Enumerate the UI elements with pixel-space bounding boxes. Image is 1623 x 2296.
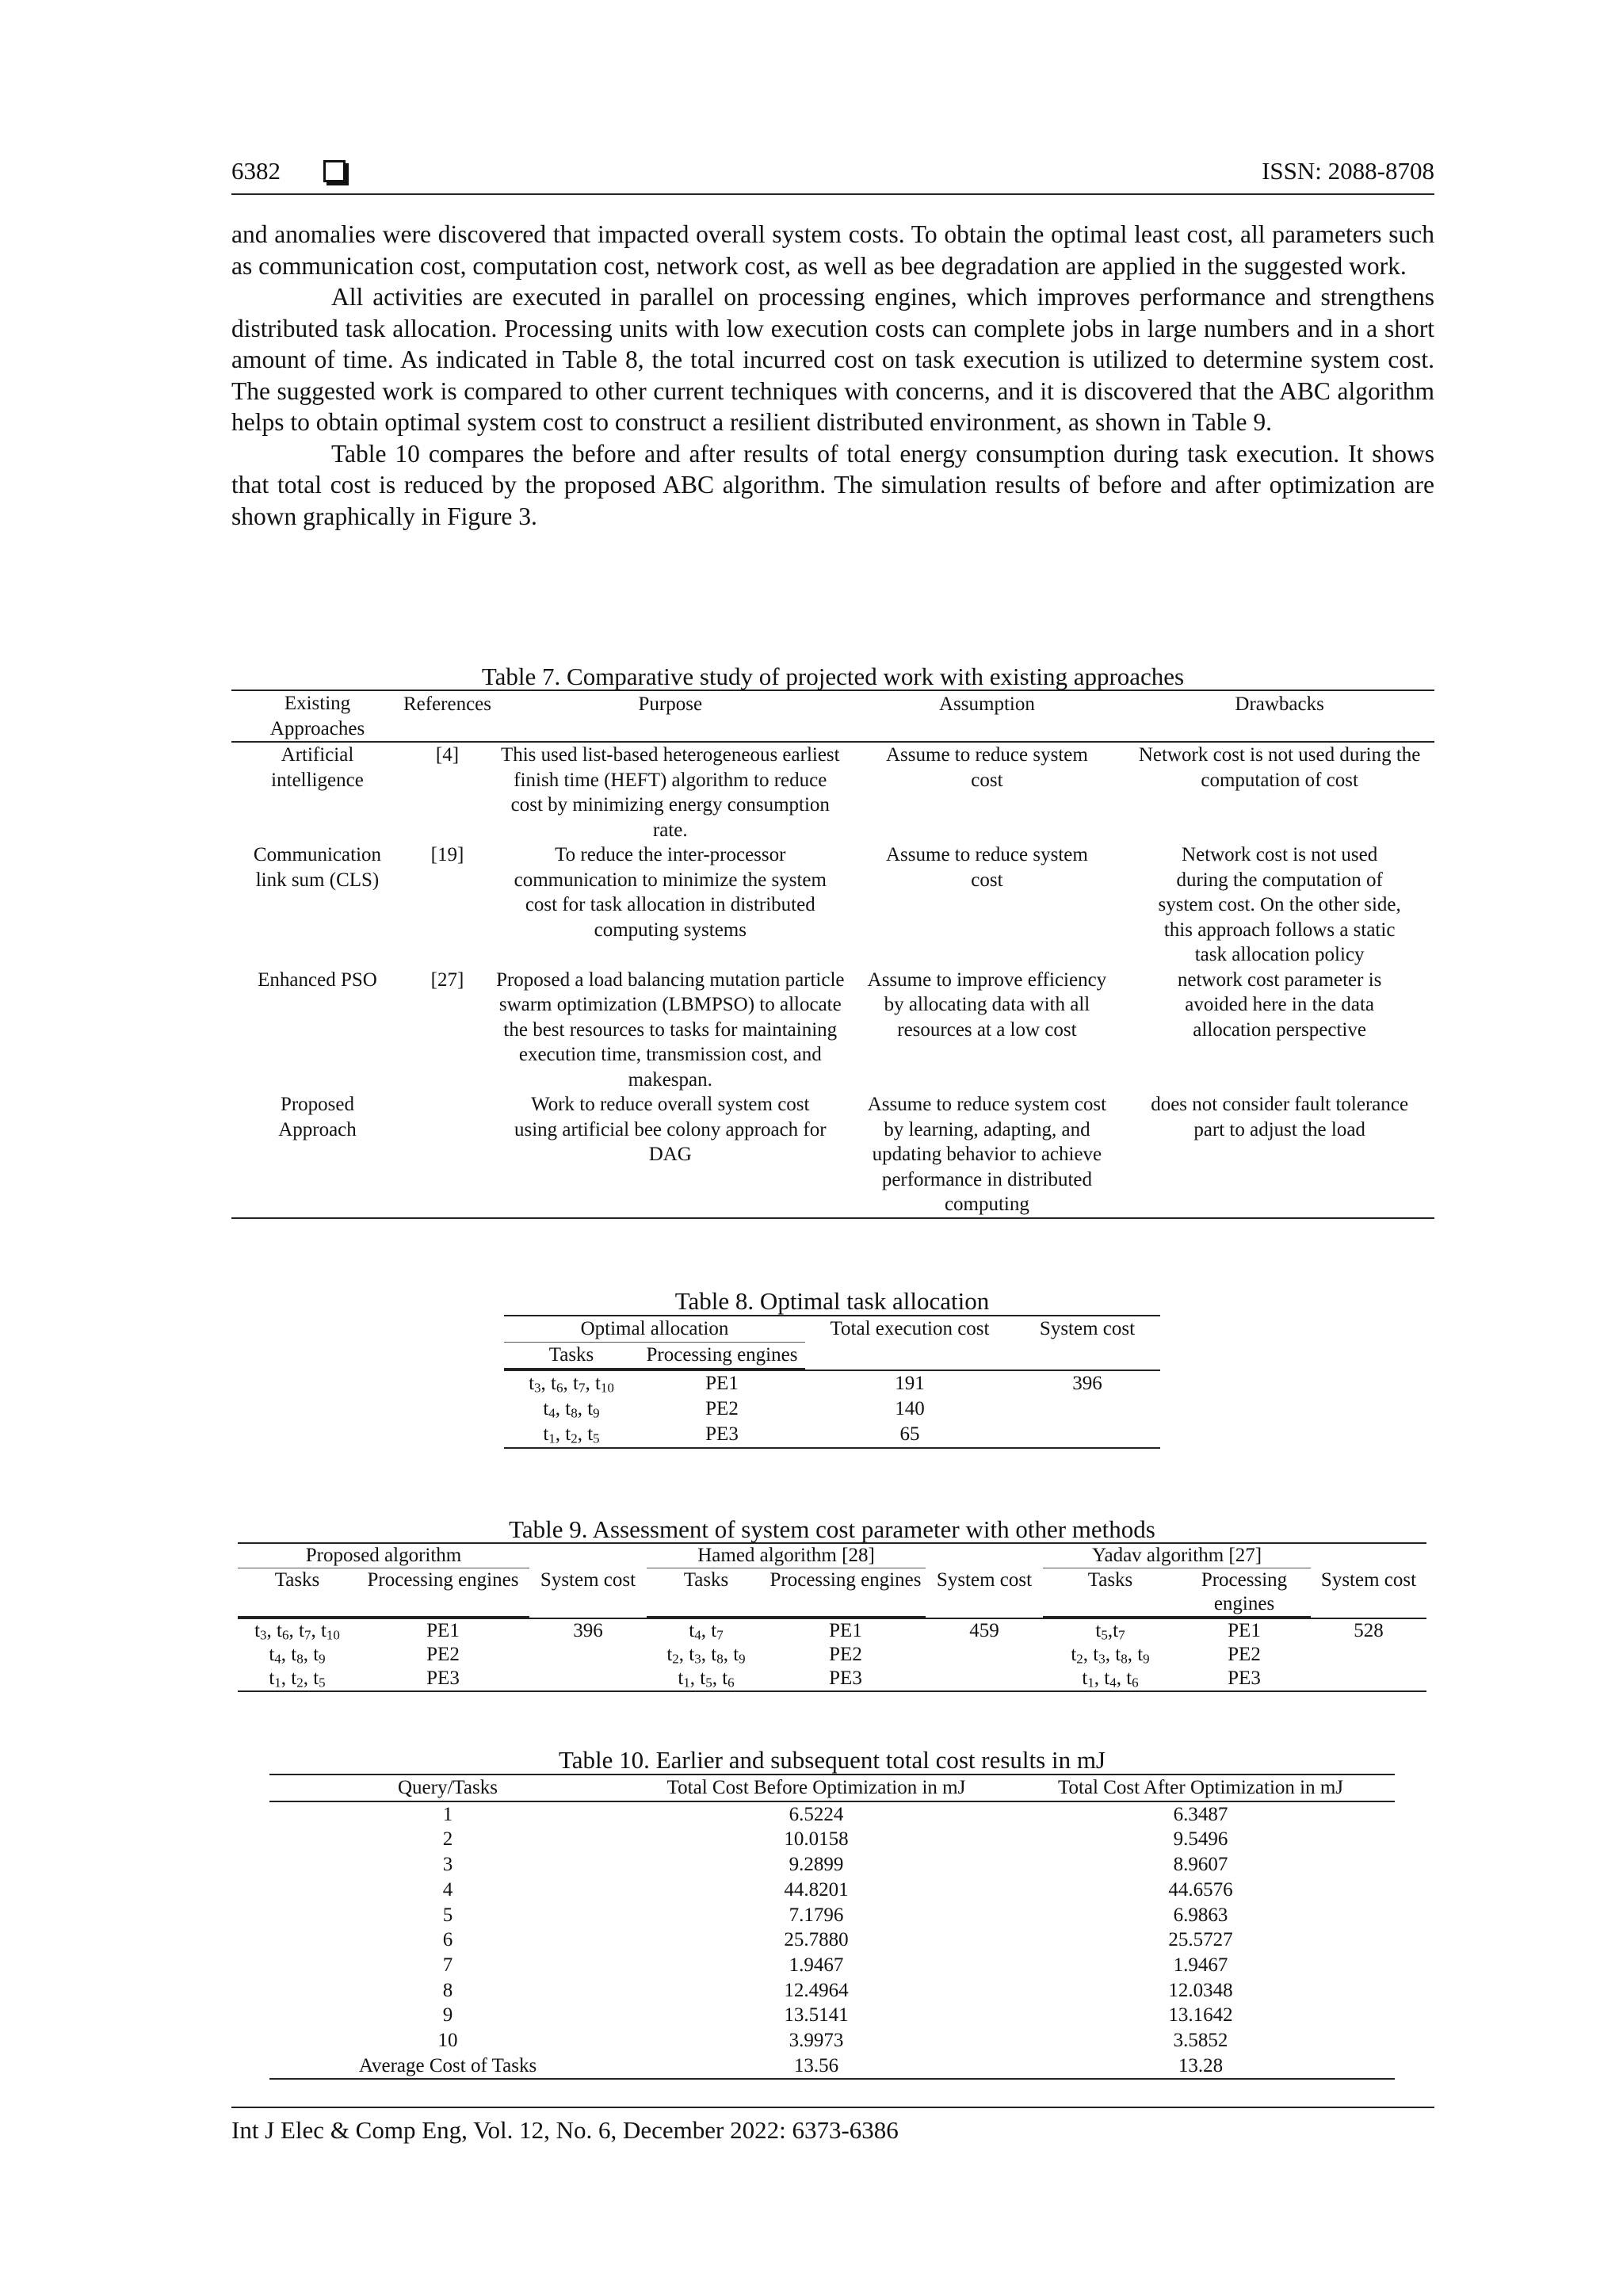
table-cell: PE1: [829, 1620, 862, 1641]
table9-header: Tasks: [1043, 1568, 1178, 1618]
table-cell: Network cost is not used during the computation of cost: [1138, 744, 1421, 791]
table-cell: [1014, 1422, 1160, 1448]
table-cell: Enhanced PSO: [258, 968, 377, 991]
table-cell: [19]: [430, 844, 464, 865]
table8-header: Tasks: [504, 1343, 639, 1370]
table-cell: [926, 1667, 1043, 1691]
table-cell: 396: [573, 1620, 603, 1641]
table9-header: System cost: [1311, 1543, 1426, 1617]
table-cell: [926, 1643, 1043, 1667]
paragraph: and anomalies were discovered that impacted overall system costs. To obtain the optimal least cost, all parameters such as communication cost, computation cost, network cost, as well as bee degradation are applied in the suggested work.: [231, 220, 1434, 280]
table9-header: System cost: [529, 1543, 647, 1617]
table9: [238, 1542, 1426, 1692]
table-row: [269, 1852, 1395, 1878]
table-cell: [529, 1667, 647, 1691]
table-cell: 6.5224: [789, 1803, 844, 1825]
table-cell: 6: [442, 1929, 453, 1951]
table9-group-yadav: Yadav algorithm [27]: [1043, 1543, 1311, 1568]
table-cell: Assume to improve efficiency by allocating data with all resources at a low cost: [867, 968, 1107, 1041]
table9-caption: Table 9. Assessment of system cost parameter with other methods: [509, 1515, 1155, 1543]
table-cell: 459: [969, 1620, 999, 1641]
table-cell: does not consider fault tolerance part to adjust the load: [1125, 1092, 1434, 1218]
table-cell: 13.28: [1006, 2053, 1395, 2080]
table-row: [269, 2003, 1395, 2028]
table-cell: $t_3$, $t_6$, $t_7$, $t_{10}$: [254, 1620, 340, 1643]
table-row: [504, 1422, 1160, 1448]
table7-header: References: [403, 690, 491, 742]
table-cell: $t_5,t_7$: [1095, 1620, 1125, 1643]
table-cell: 5: [442, 1904, 453, 1926]
table-cell: 1.9467: [1173, 1954, 1228, 1976]
table-cell: [27]: [430, 968, 464, 991]
table-cell: PE2: [1228, 1644, 1261, 1665]
table-cell: PE3: [766, 1667, 926, 1691]
table-cell: Communication link sum (CLS): [253, 844, 382, 891]
table-cell: 25.7880: [784, 1929, 849, 1951]
table-row: [238, 1667, 1426, 1691]
table-row: [269, 1978, 1395, 2004]
table-cell: To reduce the inter-processor communication to minimize the system cost for task allocation in distributed computing systems: [514, 844, 827, 941]
table9-header: Processing engines: [766, 1568, 926, 1618]
table-cell: 44.8201: [784, 1878, 849, 1901]
table-cell: 8: [442, 1979, 453, 2001]
table-cell: 9.2899: [789, 1854, 844, 1876]
table-cell: Assume to reduce system cost by learning, adapting, and updating behavior to achieve performance in distributed computing: [850, 1092, 1125, 1218]
table-cell: 3.5852: [1173, 2030, 1228, 2052]
table-cell: 12.4964: [784, 1979, 849, 2001]
table-cell: 2: [442, 1828, 453, 1851]
table-row: [504, 1396, 1160, 1422]
table7-header: Existing Approaches: [231, 690, 403, 742]
table-cell: 13.1642: [1168, 2004, 1233, 2027]
table-row: [231, 842, 1434, 968]
table-cell: $t_2$, $t_3$, $t_8$, $t_9$: [666, 1644, 746, 1667]
table10-caption: Table 10. Earlier and subsequent total cost results in mJ: [558, 1746, 1106, 1774]
table-cell: Artificial intelligence: [271, 744, 364, 791]
table-cell: PE1: [1228, 1620, 1261, 1641]
table-cell: 44.6576: [1168, 1878, 1233, 1901]
table-cell: [1014, 1396, 1160, 1422]
table7-header: Assumption: [850, 690, 1125, 742]
table10-header: Query/Tasks: [269, 1775, 626, 1801]
table-cell: 4: [442, 1878, 453, 1901]
table-cell: PE1: [705, 1373, 739, 1394]
table-cell: [403, 1092, 491, 1218]
table-cell: Proposed Approach: [231, 1092, 403, 1218]
table-cell: $t_3$, $t_6$, $t_7$, $t_{10}$: [529, 1373, 614, 1396]
table-cell: 6.9863: [1173, 1904, 1228, 1926]
table9-group-hamed: Hamed algorithm [28]: [647, 1543, 926, 1568]
table-cell: Assume to reduce system cost: [886, 844, 1088, 891]
table-cell: Network cost is not used during the computation of system cost. On the other side, this approach follows a static task allocation policy: [1158, 844, 1401, 965]
table-cell: 65: [805, 1422, 1014, 1448]
table-cell: $t_4$, $t_8$, $t_9$: [269, 1644, 326, 1667]
table-cell: PE1: [426, 1620, 460, 1641]
page-header: [231, 155, 1434, 195]
table-row: [269, 1953, 1395, 1978]
table-row: [269, 2053, 1395, 2080]
table-cell: network cost parameter is avoided here in the data allocation perspective: [1177, 968, 1382, 1041]
table-cell: Average Cost of Tasks: [269, 2053, 626, 2080]
table9-group-proposed: Proposed algorithm: [238, 1543, 529, 1568]
table-cell: $t_1$, $t_2$, $t_5$: [238, 1667, 357, 1691]
table-cell: [529, 1643, 647, 1667]
table-cell: 396: [1072, 1373, 1102, 1394]
table8-header: Processing engines: [639, 1343, 805, 1370]
table9-header: Tasks: [647, 1568, 766, 1618]
table-row: [269, 1827, 1395, 1852]
table-row: [231, 1092, 1434, 1218]
table-cell: [1311, 1667, 1426, 1691]
table-cell: $t_1$, $t_2$, $t_5$: [504, 1422, 639, 1448]
table-cell: 13.56: [626, 2053, 1006, 2080]
table-cell: $t_4$, $t_8$, $t_9$: [543, 1398, 600, 1421]
table7-header: Drawbacks: [1125, 690, 1434, 742]
table-cell: 7: [442, 1954, 453, 1976]
table7: [231, 690, 1434, 1219]
table-cell: 9: [442, 2004, 453, 2027]
page-number: 6382: [231, 157, 281, 185]
table-cell: 6.3487: [1173, 1803, 1228, 1825]
table-cell: 12.0348: [1168, 1979, 1233, 2001]
table-cell: 3.9973: [789, 2030, 844, 2052]
table-cell: PE3: [639, 1422, 805, 1448]
table-cell: [4]: [435, 744, 460, 766]
table8-header: Total execution cost: [805, 1316, 1014, 1369]
table-cell: $t_1$, $t_4$, $t_6$: [1043, 1667, 1178, 1691]
table8-header: System cost: [1014, 1316, 1160, 1369]
table-cell: 7.1796: [789, 1904, 844, 1926]
table10-header: Total Cost Before Optimization in mJ: [626, 1775, 1006, 1801]
table-cell: 191: [895, 1373, 925, 1394]
table9-header: Processing engines: [357, 1568, 529, 1618]
table-cell: PE2: [829, 1644, 862, 1665]
table9-header: System cost: [926, 1543, 1043, 1617]
table-cell: Assume to reduce system cost: [886, 744, 1088, 791]
table-row: [269, 2028, 1395, 2053]
table-cell: 13.5141: [784, 2004, 849, 2027]
footer-citation: Int J Elec & Comp Eng, Vol. 12, No. 6, December 2022: 6373-6386: [231, 2116, 899, 2144]
table-cell: Work to reduce overall system cost using artificial bee colony approach for DAG: [491, 1092, 850, 1218]
paragraph: All activities are executed in parallel on processing engines, which improves performance and strengthens distributed task allocation. Processing units with low execution costs can complete jobs in large numbers and in a short amount of time. As indicated in Table 8, the total incurred cost on task execution is utilized to determine system cost. The suggested work is compared to other current techniques with concerns, and it is discovered that the ABC algorithm helps to obtain optimal system cost to construct a resilient distributed environment, as shown in Table 9.: [231, 283, 1434, 436]
table-row: [269, 1801, 1395, 1828]
table-row: [504, 1370, 1160, 1396]
table10: [269, 1774, 1395, 2080]
table-cell: $t_4$, $t_7$: [689, 1620, 724, 1643]
table-row: [231, 968, 1434, 1093]
page-footer: [231, 2107, 1434, 2145]
table8-caption: Table 8. Optimal task allocation: [674, 1287, 990, 1315]
table-cell: PE2: [426, 1644, 460, 1665]
table-cell: 10: [437, 2030, 458, 2052]
table-row: [269, 1927, 1395, 1953]
table10-header: Total Cost After Optimization in mJ: [1006, 1775, 1395, 1801]
table-cell: PE3: [1178, 1667, 1311, 1691]
checkbox-square-icon: [323, 160, 346, 182]
table-cell: [1311, 1643, 1426, 1667]
table-cell: $t_1$, $t_5$, $t_6$: [647, 1667, 766, 1691]
table-cell: 9.5496: [1173, 1828, 1228, 1851]
table-row: [231, 742, 1434, 842]
issn: ISSN: 2088-8708: [1262, 157, 1434, 185]
body-text: [231, 219, 1434, 532]
table-row: [238, 1643, 1426, 1667]
table8-group-header: Optimal allocation: [504, 1316, 805, 1343]
paragraph: Table 10 compares the before and after results of total energy consumption during task execution. It shows that total cost is reduced by the proposed ABC algorithm. The simulation results of before and after optimization are shown graphically in Figure 3.: [231, 439, 1434, 530]
table-row: [269, 1903, 1395, 1928]
table-cell: Proposed a load balancing mutation particle swarm optimization (LBMPSO) to allocate the best resources to tasks for maintaining execution time, transmission cost, and makespan.: [496, 968, 845, 1091]
table-cell: 25.5727: [1168, 1929, 1233, 1951]
table-cell: 140: [895, 1398, 925, 1419]
table9-header: Tasks: [238, 1568, 357, 1618]
table9-header: Processing engines: [1178, 1568, 1311, 1618]
table7-caption: Table 7. Comparative study of projected work with existing approaches: [481, 663, 1185, 690]
table-cell: 3: [442, 1854, 453, 1876]
table8: [504, 1315, 1160, 1449]
table-row: [238, 1618, 1426, 1643]
table7-header: Purpose: [491, 690, 850, 742]
table-cell: 528: [1354, 1620, 1384, 1641]
table-cell: PE3: [357, 1667, 529, 1691]
table-cell: This used list-based heterogeneous earliest finish time (HEFT) algorithm to reduce cost by minimizing energy consumption rate.: [500, 744, 840, 841]
table-cell: $t_2$, $t_3$, $t_8$, $t_9$: [1071, 1644, 1150, 1667]
table-row: [269, 1878, 1395, 1903]
table-cell: PE2: [705, 1398, 739, 1419]
table-cell: 8.9607: [1173, 1854, 1228, 1876]
table-cell: 1.9467: [789, 1954, 844, 1976]
table-cell: 10.0158: [784, 1828, 849, 1851]
table-cell: 1: [442, 1803, 453, 1825]
